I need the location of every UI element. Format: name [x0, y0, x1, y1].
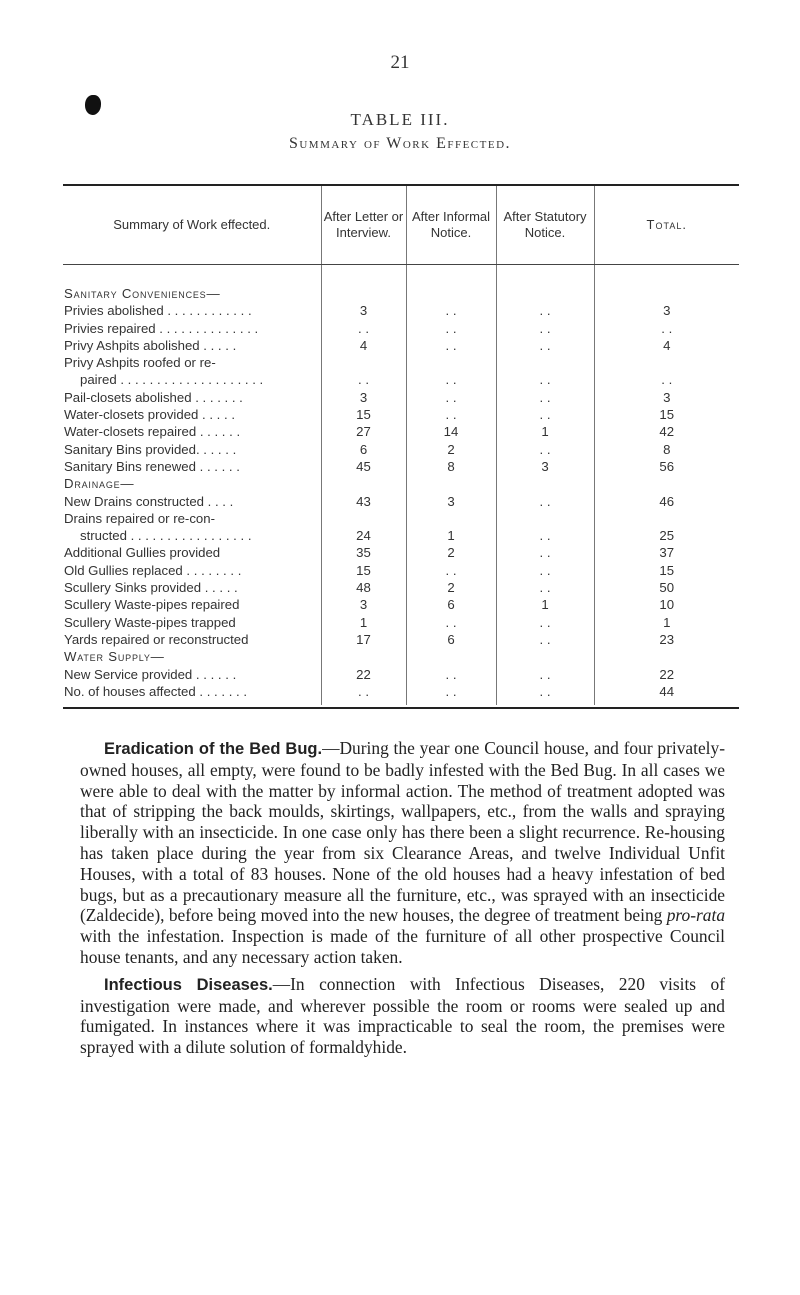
table-row	[63, 320, 739, 337]
paragraph-heading: Infectious Diseases.	[104, 975, 273, 994]
table-row	[63, 493, 739, 510]
cell-value: . .	[406, 389, 496, 406]
cell-value	[594, 648, 739, 665]
cell-value: 56	[594, 458, 739, 475]
cell-value: 8	[594, 441, 739, 458]
cell-value: . .	[496, 579, 594, 596]
cell-value: 1	[406, 527, 496, 544]
cell-value: 42	[594, 423, 739, 440]
table-title: TABLE III.	[350, 110, 450, 129]
cell-value: . .	[406, 683, 496, 705]
cell-value	[321, 475, 406, 492]
table-row	[63, 510, 739, 527]
cell-value: 1	[496, 596, 594, 613]
table-body	[63, 265, 739, 705]
cell-value: 1	[594, 614, 739, 631]
table-row	[63, 302, 739, 319]
table-subtitle: Summary of Work Effected.	[288, 135, 512, 152]
section-label: Water Supply—	[64, 649, 165, 665]
cell-value	[594, 285, 739, 302]
row-label: New Drains constructed . . . .	[64, 493, 234, 509]
cell-value	[321, 510, 406, 527]
header-after-statutory: After Statutory Notice.	[496, 186, 594, 265]
cell-value	[321, 354, 406, 371]
section-label: Drainage—	[64, 476, 135, 492]
table-row	[63, 441, 739, 458]
cell-value: . .	[321, 683, 406, 705]
row-label: Privy Ashpits roofed or re-	[64, 355, 216, 371]
cell-value: 3	[321, 596, 406, 613]
cell-value: . .	[406, 562, 496, 579]
cell-value	[594, 475, 739, 492]
cell-value: 10	[594, 596, 739, 613]
cell-value: 4	[321, 337, 406, 354]
table-row	[63, 458, 739, 475]
cell-value	[406, 285, 496, 302]
cell-value: 35	[321, 544, 406, 561]
cell-value: 3	[406, 493, 496, 510]
row-label: paired . . . . . . . . . . . . . . . . . . . .	[80, 372, 264, 388]
cell-value: . .	[496, 441, 594, 458]
cell-value	[496, 354, 594, 371]
cell-value: . .	[594, 320, 739, 337]
cell-value	[406, 648, 496, 665]
cell-value	[496, 648, 594, 665]
cell-value	[406, 354, 496, 371]
cell-value: . .	[496, 493, 594, 510]
cell-value: 22	[321, 666, 406, 683]
cell-value: 3	[496, 458, 594, 475]
table-row	[63, 579, 739, 596]
row-label: Drains repaired or re-con-	[64, 510, 215, 526]
cell-value: . .	[406, 302, 496, 319]
table-row	[63, 596, 739, 613]
table-row	[63, 544, 739, 561]
cell-value: 27	[321, 423, 406, 440]
cell-value: 37	[594, 544, 739, 561]
cell-value: . .	[496, 562, 594, 579]
cell-value: 15	[321, 406, 406, 423]
cell-value: . .	[321, 371, 406, 388]
cell-value: . .	[496, 631, 594, 648]
section-label: Sanitary Conveniences—	[64, 286, 221, 301]
cell-value: 22	[594, 666, 739, 683]
row-label: structed . . . . . . . . . . . . . . . . .	[80, 528, 252, 544]
header-total: Total.	[594, 186, 739, 265]
cell-value	[321, 285, 406, 302]
cell-value: . .	[406, 337, 496, 354]
paragraph-text: —During the year one Council house, and four privately-owned houses, all empty, were found to be badly infested with the Bed Bug. In all cases we were able to deal with the matter by informal action. The method of treatment adopted was that of stripping the back moulds, skirtings, wallpapers, etc., from the walls and spraying liberally with an insecticide. In one case only has there been a slight recurrence. Re-housing has taken place during the year from six Clearance Areas, and twelve Individual Unfit Houses, with a total of 83 houses. None of the old houses had a heavy infestation of bed bugs, but as a precautionary measure all the furniture, etc., was sprayed with an insecticide (Zaldecide), before being moved into the new houses, the degree of treatment being	[80, 738, 725, 926]
table-row	[63, 371, 739, 388]
row-label: Additional Gullies provided	[64, 545, 221, 561]
cell-value	[406, 475, 496, 492]
cell-value: . .	[496, 527, 594, 544]
table-row	[63, 631, 739, 648]
cell-value: 6	[406, 631, 496, 648]
table-header-row	[63, 186, 739, 265]
cell-value: . .	[406, 614, 496, 631]
cell-value: . .	[406, 666, 496, 683]
summary-table	[63, 186, 739, 705]
table-bottom-rule	[63, 707, 739, 709]
table-row	[63, 389, 739, 406]
cell-value: . .	[496, 406, 594, 423]
cell-value: . .	[496, 614, 594, 631]
table-row	[63, 614, 739, 631]
cell-value: . .	[594, 371, 739, 388]
cell-value: 15	[321, 562, 406, 579]
cell-value: . .	[496, 389, 594, 406]
row-label: Water-closets provided . . . . .	[64, 407, 236, 423]
body-text	[80, 738, 725, 1058]
cell-value: 24	[321, 527, 406, 544]
row-label: Water-closets repaired . . . . . .	[64, 424, 241, 440]
paragraph-italic: pro-rata	[666, 905, 726, 926]
table-row	[63, 354, 739, 371]
row-label: Scullery Waste-pipes repaired	[64, 597, 240, 613]
cell-value: 3	[321, 389, 406, 406]
paragraph-text: with the infestation. Inspection is made of the furniture of all other prospective Council house tenants, and any necessary action taken.	[80, 926, 725, 967]
table-section-row	[63, 475, 739, 492]
cell-value: 6	[406, 596, 496, 613]
page-number: 21	[390, 52, 410, 73]
table-section-row	[63, 648, 739, 665]
cell-value: . .	[496, 302, 594, 319]
cell-value: 14	[406, 423, 496, 440]
row-label: Yards repaired or reconstructed	[64, 631, 249, 647]
cell-value: 2	[406, 544, 496, 561]
cell-value: 25	[594, 527, 739, 544]
cell-value: 43	[321, 493, 406, 510]
cell-value: . .	[406, 320, 496, 337]
row-label: Old Gullies replaced . . . . . . . .	[64, 562, 242, 578]
cell-value	[496, 285, 594, 302]
table-row	[63, 527, 739, 544]
cell-value: 6	[321, 441, 406, 458]
cell-value: 1	[321, 614, 406, 631]
table-row	[63, 337, 739, 354]
cell-value: . .	[321, 320, 406, 337]
cell-value: . .	[496, 371, 594, 388]
table-row	[63, 423, 739, 440]
cell-value: 48	[321, 579, 406, 596]
row-label: No. of houses affected . . . . . . .	[64, 683, 248, 699]
cell-value	[496, 475, 594, 492]
table-row	[63, 406, 739, 423]
cell-value: 2	[406, 579, 496, 596]
row-label: Sanitary Bins provided. . . . . .	[64, 441, 237, 457]
cell-value: 3	[594, 389, 739, 406]
row-label: Privy Ashpits abolished . . . . .	[64, 337, 237, 353]
cell-value: 15	[594, 406, 739, 423]
cell-value: . .	[496, 320, 594, 337]
table-row	[63, 683, 739, 705]
row-label: Pail-closets abolished . . . . . . .	[64, 389, 243, 405]
cell-value: . .	[496, 337, 594, 354]
cell-value: 45	[321, 458, 406, 475]
cell-value	[406, 510, 496, 527]
paragraph-bed-bug	[80, 738, 725, 968]
row-label: Scullery Sinks provided . . . . .	[64, 580, 238, 596]
cell-value	[594, 510, 739, 527]
cell-value	[321, 648, 406, 665]
row-label: Privies abolished . . . . . . . . . . . .	[64, 303, 252, 319]
cell-value: 8	[406, 458, 496, 475]
cell-value: 4	[594, 337, 739, 354]
cell-value: 46	[594, 493, 739, 510]
row-label: Scullery Waste-pipes trapped	[64, 614, 236, 630]
cell-value: . .	[496, 683, 594, 705]
cell-value: 3	[594, 302, 739, 319]
cell-value: 50	[594, 579, 739, 596]
cell-value: . .	[496, 544, 594, 561]
row-label: Privies repaired . . . . . . . . . . . . . .	[64, 320, 259, 336]
table-spacer-row	[63, 265, 739, 286]
cell-value: 15	[594, 562, 739, 579]
cell-value: 2	[406, 441, 496, 458]
table-row	[63, 562, 739, 579]
cell-value: . .	[496, 666, 594, 683]
cell-value: 3	[321, 302, 406, 319]
paragraph-heading: Eradication of the Bed Bug.	[104, 740, 323, 758]
cell-value: . .	[406, 371, 496, 388]
cell-value	[594, 354, 739, 371]
row-label: New Service provided . . . . . .	[64, 666, 237, 682]
cell-value: 17	[321, 631, 406, 648]
header-after-letter: After Letter or Interview.	[321, 186, 406, 265]
header-summary: Summary of Work effected.	[63, 186, 321, 265]
cell-value: 23	[594, 631, 739, 648]
paragraph-text: —In connection with Infectious Diseases, 220 visits of investigation were made, and wherever possible the room or rooms were sealed up and fumigated. In instances where it was impracticable to seal the room, the premises were sprayed with a dilute solution of formaldyhide.	[80, 973, 725, 1058]
paragraph-infectious-diseases	[80, 974, 725, 1058]
cell-value: 1	[496, 423, 594, 440]
cell-value	[496, 510, 594, 527]
table-row	[63, 666, 739, 683]
cell-value: . .	[406, 406, 496, 423]
header-after-informal: After Informal Notice.	[406, 186, 496, 265]
table-section-row	[63, 285, 739, 302]
row-label: Sanitary Bins renewed . . . . . .	[64, 458, 240, 474]
cell-value: 44	[594, 683, 739, 705]
